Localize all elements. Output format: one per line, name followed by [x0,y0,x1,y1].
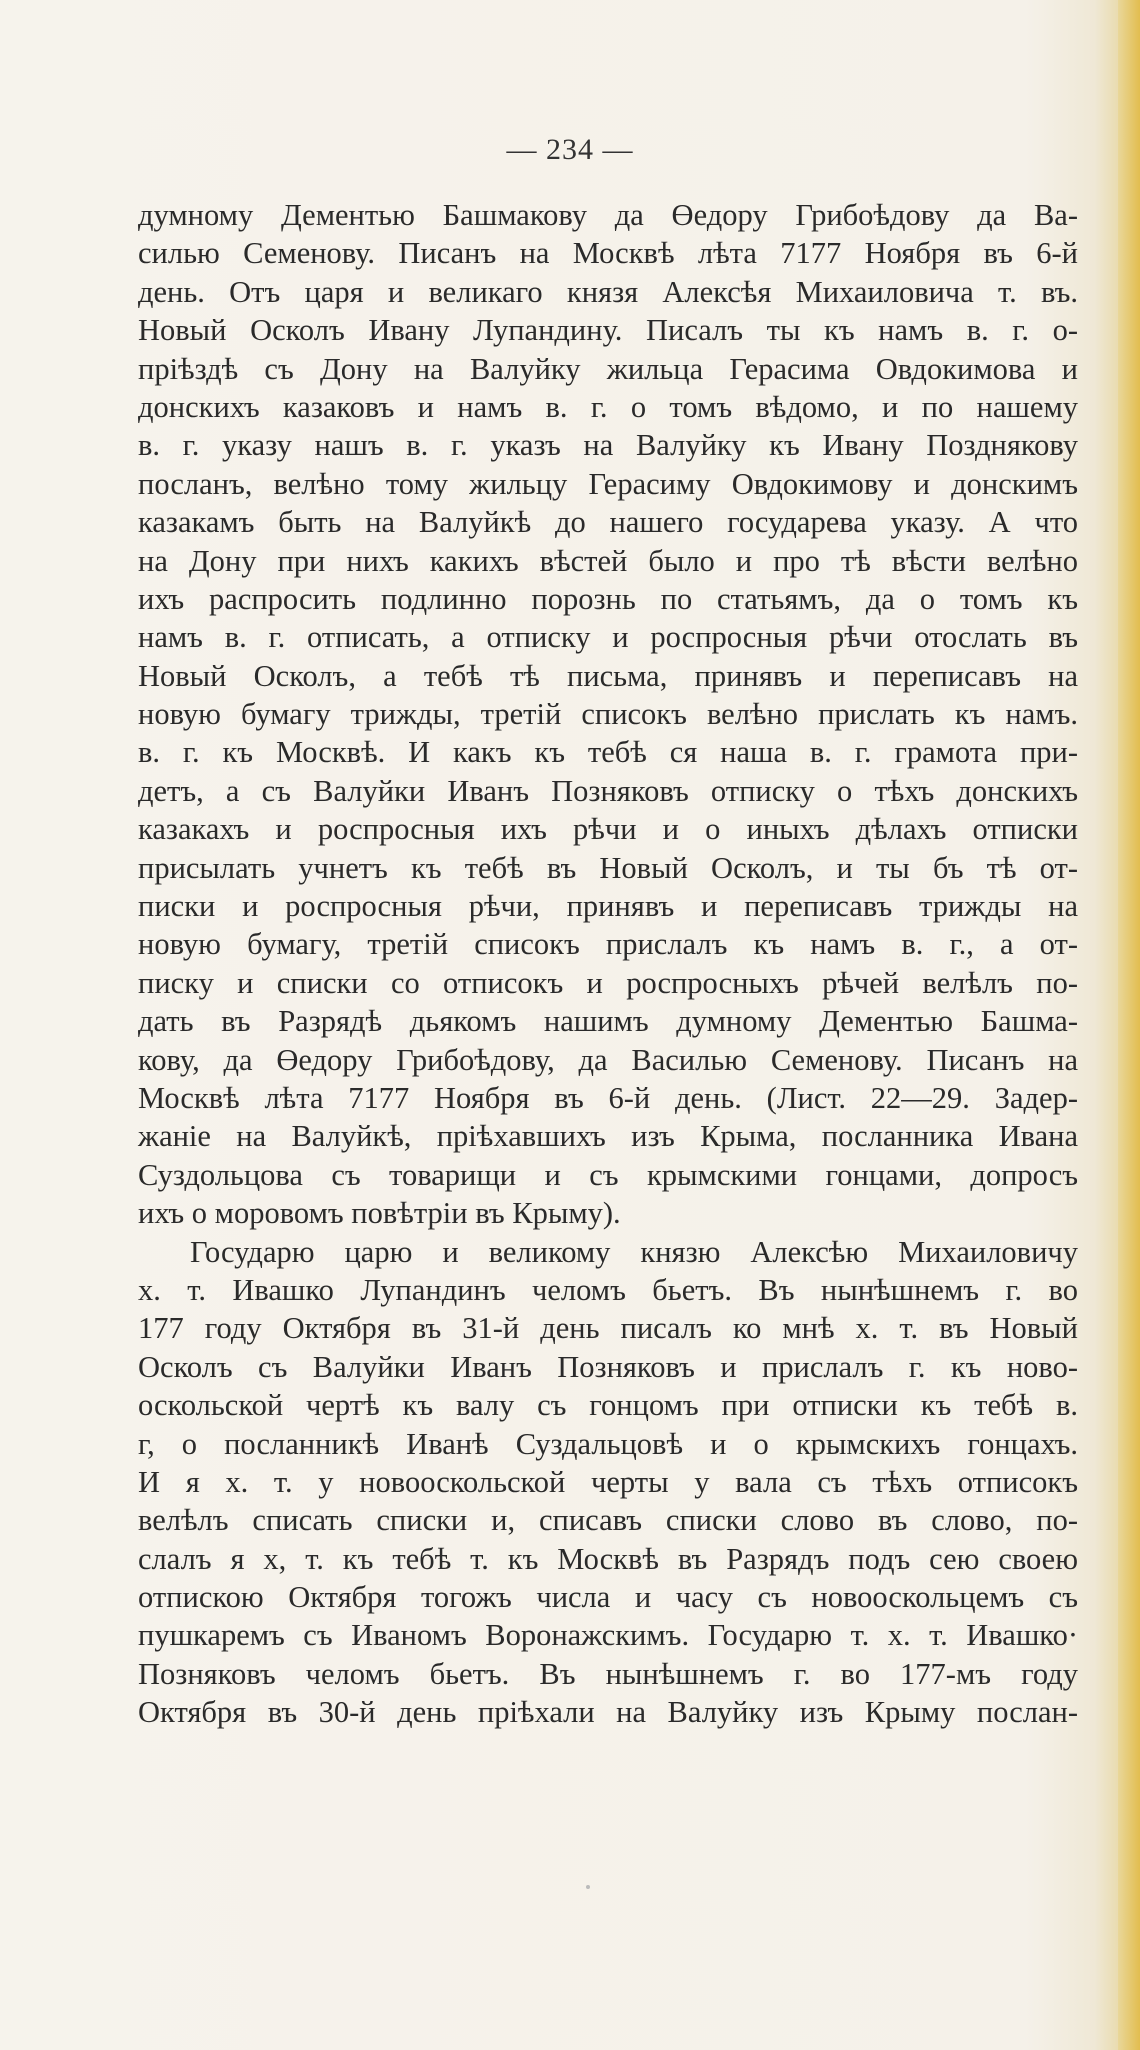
text-line: писки и роспросныя рѣчи, принявъ и переписавъ трижды на [138,889,1078,924]
text-line: х. т. Ивашко Лупандинъ челомъ бьетъ. Въ нынѣшнемъ г. во [138,1272,1078,1307]
text-line: Государю царю и великому князю Алексѣю Михаиловичу [190,1234,1078,1269]
text-line: присылать учнетъ къ тебѣ въ Новый Осколъ, и ты бъ тѣ от- [138,850,1078,885]
text-line: Суздольцова съ товарищи и съ крымскими гонцами, допросъ [138,1157,1078,1192]
text-line: в. г. къ Москвѣ. И какъ къ тебѣ ся наша в. г. грамота при- [138,735,1078,770]
text-line: пріѣздѣ съ Дону на Валуйку жильца Герасима Овдокимова и [138,351,1078,386]
text-line: кову, да Өедору Грибоѣдову, да Василью Семенову. Писанъ на [138,1042,1078,1077]
text-line: писку и списки со отписокъ и роспросныхъ рѣчей велѣлъ по- [138,965,1078,1000]
text-line: Новый Осколъ Ивану Лупандину. Писалъ ты къ намъ в. г. о- [138,313,1078,348]
text-line: ихъ о моровомъ повѣтріи въ Крыму). [138,1196,621,1231]
text-line: Москвѣ лѣта 7177 Ноября въ 6-й день. (Лист. 22—29. Задер- [138,1080,1078,1115]
text-line: отпискою Октября тогожъ числа и часу съ новооскольцемъ съ [138,1580,1078,1615]
text-line: 177 году Октября въ 31-й день писалъ ко мнѣ х. т. въ Новый [138,1311,1078,1346]
text-line: в. г. указу нашъ в. г. указъ на Валуйку къ Ивану Позднякову [138,428,1078,463]
text-line: на Дону при нихъ какихъ вѣстей было и про тѣ вѣсти велѣно [138,543,1078,578]
text-line: г, о посланникѣ Иванѣ Суздальцовѣ и о крымскихъ гонцахъ. [138,1426,1078,1461]
text-line: Новый Осколъ, а тебѣ тѣ письма, принявъ и переписавъ на [138,658,1078,693]
text-line: И я х. т. у новооскольской черты у вала съ тѣхъ отписокъ [138,1464,1078,1499]
text-line: детъ, а съ Валуйки Иванъ Позняковъ отписку о тѣхъ донскихъ [138,773,1078,808]
text-line: новую бумагу, третій списокъ прислалъ къ намъ в. г., а от- [138,927,1078,962]
text-line: слалъ я х, т. къ тебѣ т. къ Москвѣ въ Разрядъ подъ сею своею [138,1541,1078,1576]
text-line: думному Дементью Башмакову да Өедору Грибоѣдову да Ва- [138,198,1078,232]
body-text [138,196,1078,1732]
text-line: жаніе на Валуйкѣ, пріѣхавшихъ изъ Крыма, посланника Ивана [138,1119,1078,1154]
text-line: казакамъ быть на Валуйкѣ до нашего государева указу. А что [138,505,1078,540]
text-line: день. Отъ царя и великаго князя Алексѣя Михаиловича т. въ. [138,274,1078,309]
text-line: намъ в. г. отписать, а отписку и роспросныя рѣчи отослать въ [138,620,1078,655]
text-line: силью Семенову. Писанъ на Москвѣ лѣта 7177 Ноября въ 6-й [138,236,1078,271]
text-line: посланъ, велѣно тому жильцу Герасиму Овдокимову и донскимъ [138,466,1078,501]
text-line: Осколъ съ Валуйки Иванъ Позняковъ и прислалъ г. къ ново- [138,1349,1078,1384]
text-line: Октября въ 30-й день пріѣхали на Валуйку изъ Крыму послан- [138,1695,1078,1730]
text-line: дать въ Разрядѣ дьякомъ нашимъ думному Дементью Башма- [138,1004,1078,1039]
text-line: ихъ распросить подлинно порознь по статьямъ, да о томъ къ [138,581,1078,616]
text-line: казакахъ и роспросныя ихъ рѣчи и о иныхъ дѣлахъ отписки [138,812,1078,847]
text-line: пушкаремъ съ Иваномъ Воронажскимъ. Государю т. х. т. Ивашко· [138,1618,1078,1653]
text-line: донскихъ казаковъ и намъ в. г. о томъ вѣдомо, и по нашему [138,389,1078,424]
page-edge [1118,0,1140,2050]
page-number: — 234 — [506,133,634,166]
paper-speck [586,1885,590,1889]
text-line: Позняковъ челомъ бьетъ. Въ нынѣшнемъ г. во 177-мъ году [138,1656,1078,1691]
text-line: оскольской чертѣ къ валу съ гонцомъ при отписки къ тебѣ в. [138,1388,1078,1423]
text-line: новую бумагу трижды, третій списокъ велѣно прислать къ намъ. [138,697,1078,732]
text-line: велѣлъ списать списки и, списавъ списки слово въ слово, по- [138,1503,1078,1538]
